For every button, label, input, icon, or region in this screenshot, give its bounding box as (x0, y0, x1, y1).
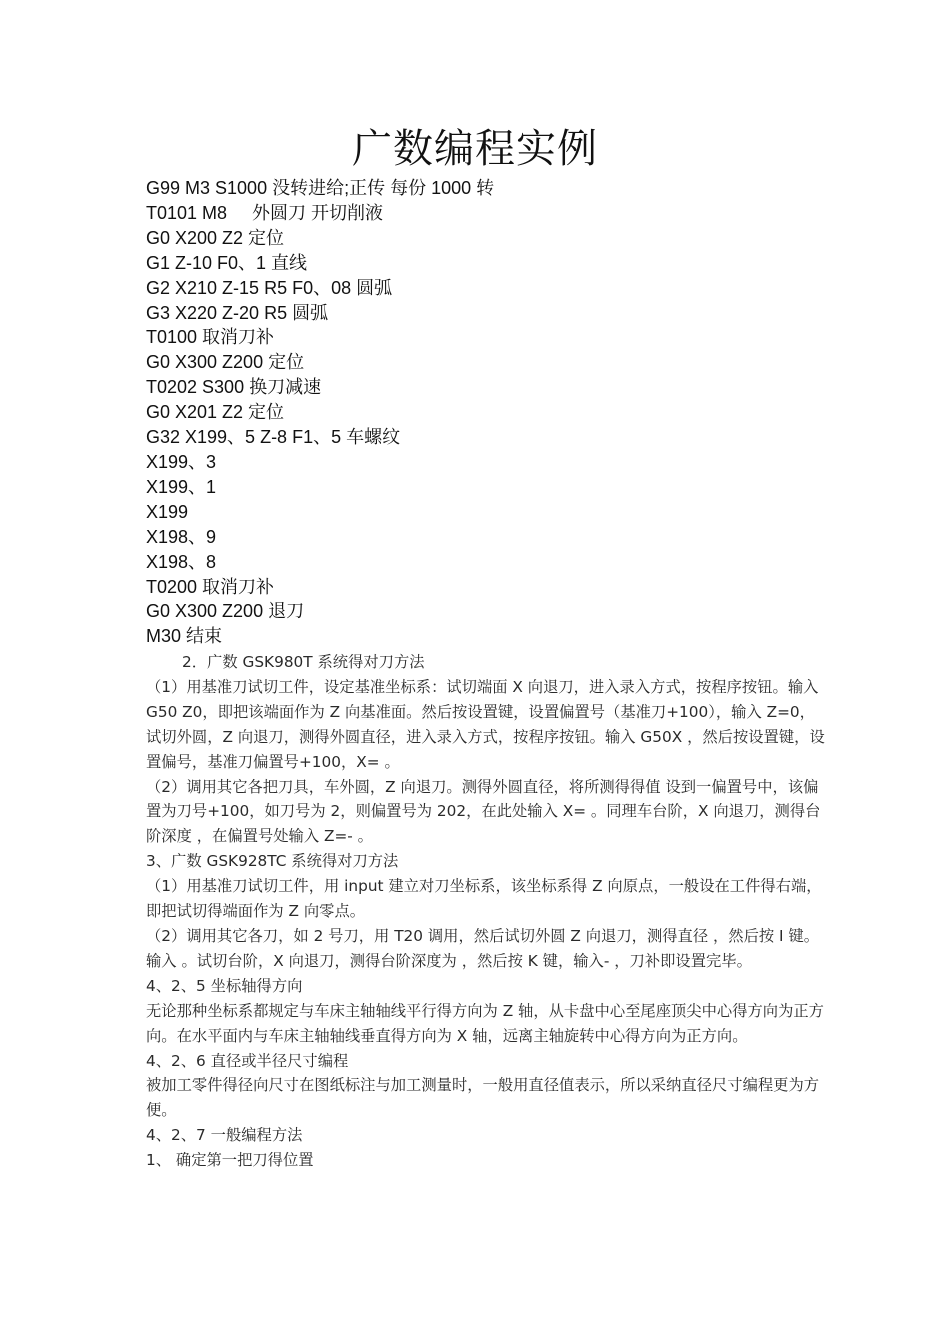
code-line: X199 (146, 501, 189, 522)
body-text (146, 650, 826, 1173)
document-title: 广数编程实例 (352, 126, 598, 172)
code-line: G1 Z-10 F0、1 直线 (146, 252, 308, 273)
code-line: G3 X220 Z-20 R5 圆弧 (146, 302, 329, 323)
code-line: G32 X199、5 Z-8 F1、5 车螺纹 (146, 427, 401, 448)
paragraph: （1）用基准刀试切工件，设定基准坐标系：试切端面 X 向退刀，进入录入方式，按程序按钮。输入 G50 Z0，即把该端面作为 Z 向基准面。然后按设置键，设置偏置号（基准刀+100），输入 Z=0，试切外圆，Z 向退刀，测得外圆直径，进入录入方式，按程序按钮。输入 G50X ，然后按设置键，设置偏号，基准刀偏置号+100，X= 。 (146, 677, 825, 771)
code-line: T0101 M8 外圆刀 开切削液 (146, 202, 384, 223)
code-line: X199、3 (146, 451, 217, 472)
paragraph: 2．广数 GSK980T 系统得对刀方法 (182, 653, 425, 671)
code-line: T0202 S300 换刀减速 (146, 377, 322, 398)
code-line: G0 X200 Z2 定位 (146, 227, 285, 248)
program-code-block (146, 176, 846, 649)
paragraph: （2）调用其它各把刀具，车外圆，Z 向退刀。测得外圆直径，将所测得得值 设到一偏置号中，该偏置为刀号+100，如刀号为 2，则偏置号为 202，在此处输入 X= 。同理车台阶，X 向退刀，测得台阶深度 ，在偏置号处输入 Z=- 。 (146, 777, 821, 846)
code-line: T0200 取消刀补 (146, 576, 275, 597)
paragraph: （2）调用其它各刀，如 2 号刀，用 T20 调用，然后试切外圆 Z 向退刀，测得直径 ，然后按 I 键。输入 。试切台阶，X 向退刀，测得台阶深度为 ，然后按 K 键，输入- ，刀补即设置完毕。 (146, 926, 820, 970)
code-line: M30 结束 (146, 626, 223, 647)
paragraph: 4、2、5 坐标轴得方向 (146, 976, 303, 995)
code-line: G0 X201 Z2 定位 (146, 402, 285, 423)
code-line: G0 X300 Z200 退刀 (146, 601, 305, 622)
paragraph: 1、 确定第一把刀得位置 (146, 1151, 314, 1170)
paragraph: （1）用基准刀试切工件，用 input 建立对刀坐标系，该坐标系得 Z 向原点，一般设在工件得右端，即把试切得端面作为 Z 向零点。 (146, 877, 822, 921)
code-line: T0100 取消刀补 (146, 327, 275, 348)
code-line: G0 X300 Z200 定位 (146, 352, 305, 373)
code-line: X199、1 (146, 476, 217, 497)
code-line: G2 X210 Z-15 R5 F0、08 圆弧 (146, 277, 393, 298)
code-line: G99 M3 S1000 没转进给;正传 每份 1000 转 (146, 178, 495, 198)
code-line: X198、8 (146, 551, 217, 572)
paragraph: 4、2、6 直径或半径尺寸编程 (146, 1051, 349, 1070)
paragraph: 3、广数 GSK928TC 系统得对刀方法 (146, 852, 399, 871)
paragraph: 4、2、7 一般编程方法 (146, 1126, 303, 1145)
code-line: X198、9 (146, 526, 217, 547)
paragraph: 无论那种坐标系都规定与车床主轴轴线平行得方向为 Z 轴，从卡盘中心至尾座顶尖中心得方向为正方向。在水平面内与车床主轴轴线垂直得方向为 X 轴，远离主轴旋转中心得方向为正方向。 (146, 1001, 824, 1045)
paragraph: 被加工零件得径向尺寸在图纸标注与加工测量时，一般用直径值表示，所以采纳直径尺寸编程更为方便。 (146, 1076, 820, 1120)
